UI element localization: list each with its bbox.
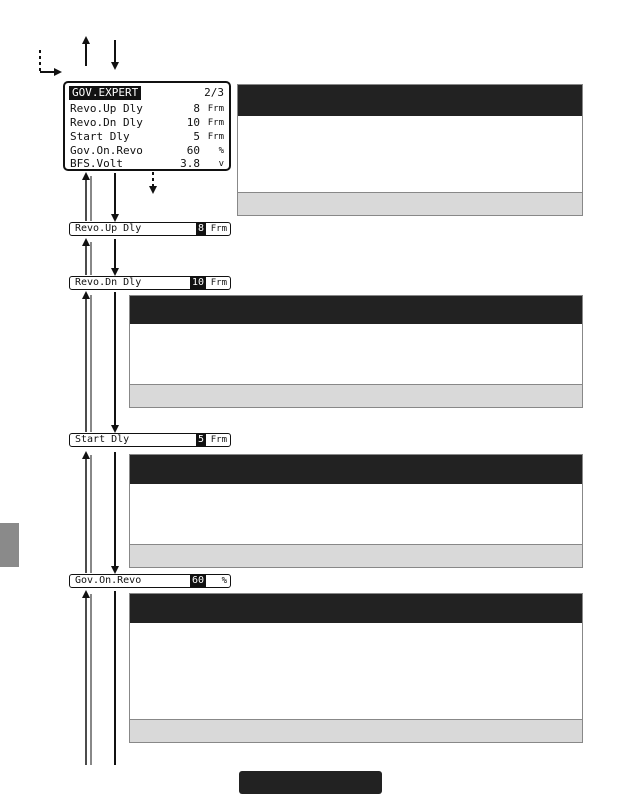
- lcd-row: [70, 116, 224, 130]
- field-label: Revo.Up Dly: [75, 223, 142, 234]
- setting-field-start-dly: [69, 433, 231, 447]
- field-unit: Frm: [210, 224, 227, 234]
- lcd-row-label: BFS.Volt: [70, 157, 123, 170]
- lcd-row-unit: Frm: [207, 104, 224, 114]
- field-unit: %: [221, 576, 227, 586]
- info-box-footer: [130, 384, 582, 407]
- info-box-footer: [130, 544, 582, 567]
- setting-field-revo-up-dly: [69, 222, 231, 236]
- info-box: [129, 295, 583, 408]
- field-value: 60: [191, 575, 204, 586]
- field-label: Start Dly: [75, 434, 130, 445]
- field-label: Revo.Dn Dly: [75, 277, 142, 288]
- lcd-row: [70, 130, 224, 144]
- lcd-row-label: Start Dly: [70, 130, 130, 143]
- field-unit: Frm: [210, 278, 227, 288]
- lcd-row-unit: v: [218, 159, 224, 169]
- field-unit: Frm: [210, 435, 227, 445]
- lcd-row-value: 3.8: [180, 157, 200, 170]
- lcd-row-value: 5: [193, 130, 200, 143]
- info-box-header: [130, 594, 582, 623]
- lcd-row-label: Revo.Up Dly: [70, 102, 143, 115]
- info-box: [237, 84, 583, 216]
- lcd-page-indicator: 2/3: [204, 86, 224, 99]
- field-value: 10: [191, 277, 204, 288]
- lcd-row-value: 60: [186, 144, 200, 157]
- lcd-row: [70, 157, 224, 171]
- lcd-row-label: Revo.Dn Dly: [70, 116, 143, 129]
- info-box: [129, 593, 583, 743]
- lcd-screen: [63, 81, 231, 171]
- setting-field-gov-on-revo: [69, 574, 231, 588]
- info-box-header: [238, 85, 582, 116]
- info-box-header: [130, 296, 582, 324]
- field-value: 8: [197, 223, 204, 234]
- setting-field-revo-dn-dly: [69, 276, 231, 290]
- lcd-row: [70, 102, 224, 116]
- lcd-row-unit: %: [218, 146, 224, 156]
- field-value: 5: [197, 434, 204, 445]
- lcd-row-unit: Frm: [207, 132, 224, 142]
- info-box-footer: [130, 719, 582, 742]
- lcd-row-value: 10: [186, 116, 200, 129]
- page-footer-tab: [239, 771, 382, 794]
- lcd-row-label: Gov.On.Revo: [70, 144, 143, 157]
- lcd-row: [70, 144, 224, 158]
- lcd-title: GOV.EXPERT: [69, 86, 141, 100]
- info-box: [129, 454, 583, 568]
- info-box-footer: [238, 192, 582, 215]
- lcd-row-value: 8: [193, 102, 200, 115]
- info-box-header: [130, 455, 582, 484]
- side-section-tab: [0, 523, 19, 567]
- lcd-row-unit: Frm: [207, 118, 224, 128]
- field-label: Gov.On.Revo: [75, 575, 142, 586]
